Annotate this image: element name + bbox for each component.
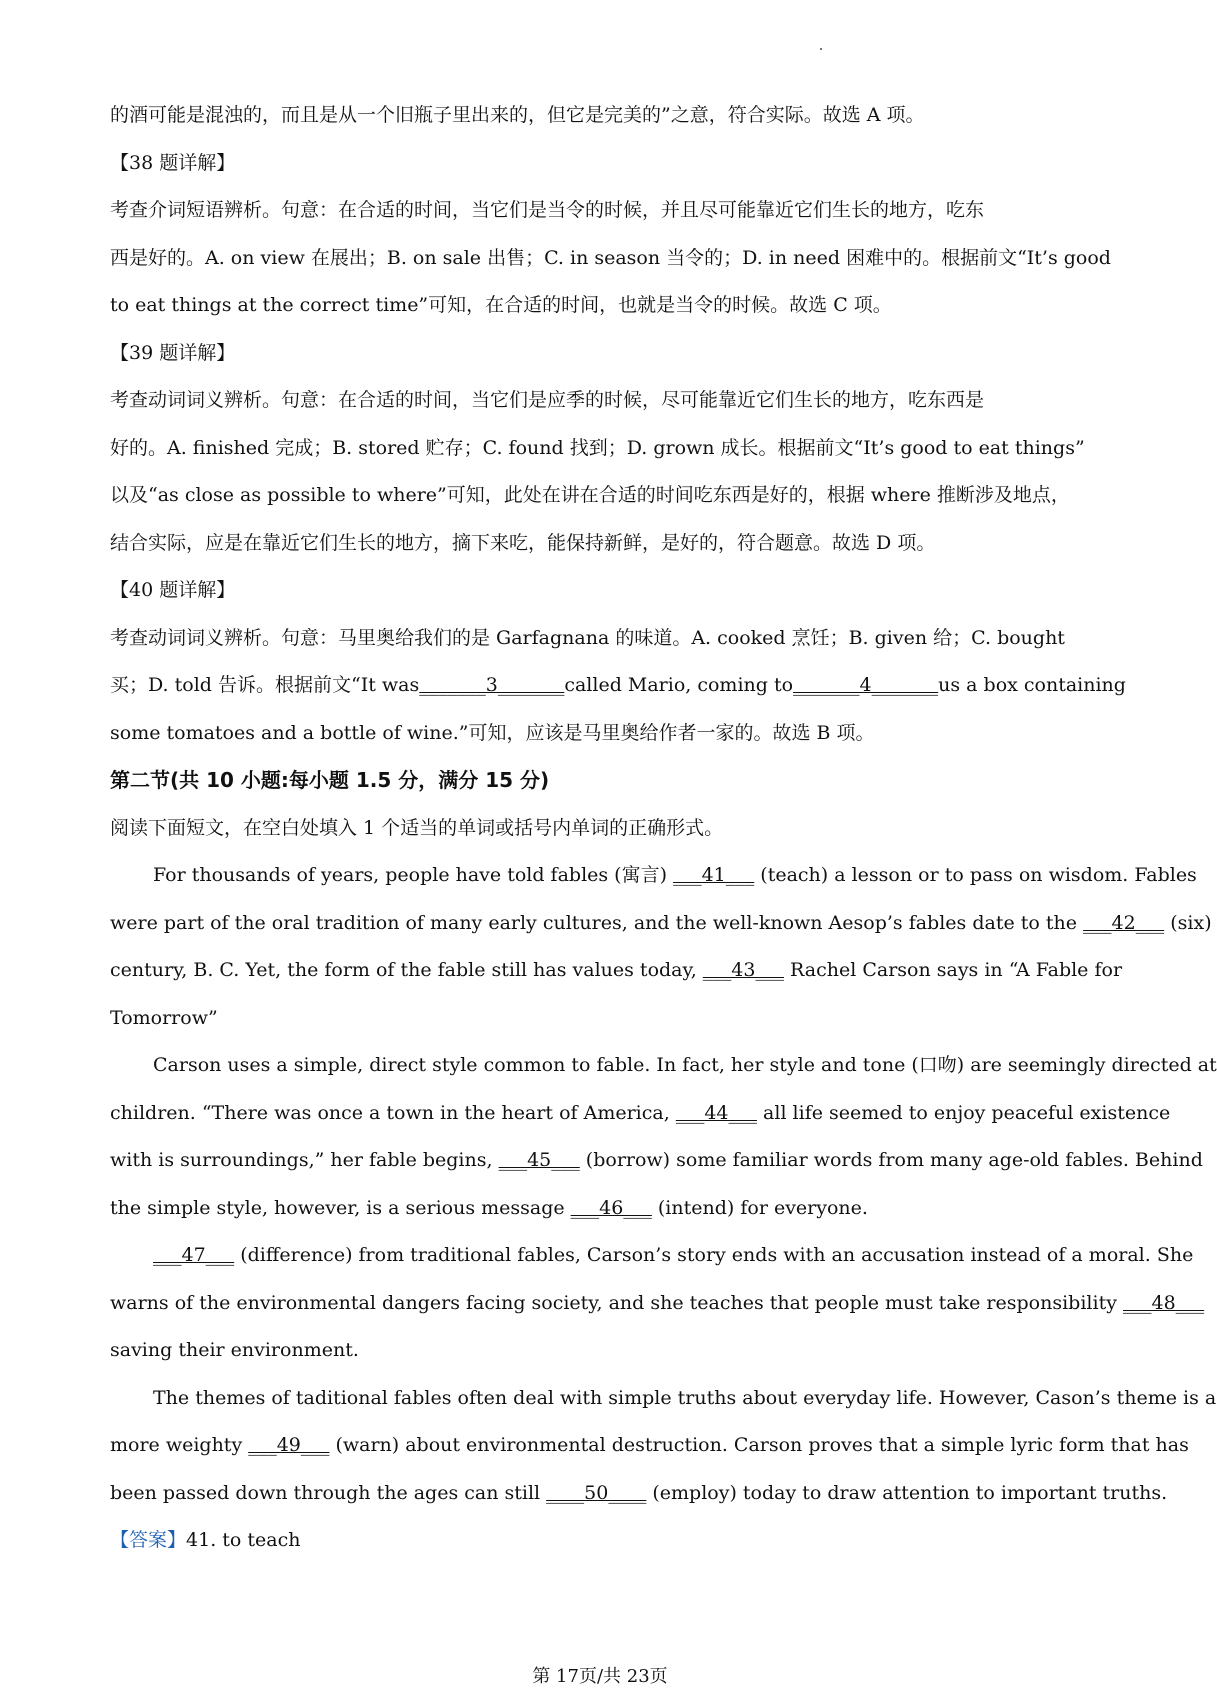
text-line: to eat things at the correct time”可知，在合适的时间，也就是当令的时候。故选 C 项。 xyxy=(110,294,892,316)
page-footer: 第 17页/共 23页 xyxy=(532,1666,668,1687)
blank-42: ___42___ xyxy=(1083,911,1165,934)
text-line: 好的。A. finished 完成；B. stored 贮存；C. found 找到；D. grown 成长。根据前文“It’s good to eat things” xyxy=(110,436,1085,459)
blank-45: ___45___ xyxy=(498,1149,580,1171)
text-line: 以及“as close as possible to where”可知，此处在讲在合适的时间吃东西是好的，根据 where 推断涉及地点， xyxy=(110,484,1070,506)
passage-line: ___47___ (difference) from traditional fables, Carson’s story ends with an accusation instead of a moral. She xyxy=(153,1244,1194,1266)
question-40-heading: 【40 题详解】 xyxy=(110,579,236,601)
text-line: 考查动词词义辨析。句意：在合适的时间，当它们是应季的时候，尽可能靠近它们生长的地方，吃东西是 xyxy=(110,389,985,411)
text-line: 考查动词词义辨析。句意：马里奥给我们的是 Garfagnana 的味道。A. cooked 烹饪；B. given 给；C. bought xyxy=(110,626,1065,649)
blank-50: ____50____ xyxy=(546,1481,647,1504)
blank-46: ___46___ xyxy=(570,1196,652,1219)
passage-line: children. “There was once a town in the heart of America, ___44___ all life seemed to enjoy peaceful existence xyxy=(110,1101,1171,1124)
passage-line: warns of the environmental dangers facing society, and she teaches that people must take responsibility ___48___ xyxy=(110,1291,1205,1314)
blank-44: ___44___ xyxy=(675,1101,757,1124)
scan-dot xyxy=(820,48,822,50)
section-title: 第二节(共 10 小题:每小题 1.5 分，满分 15 分) xyxy=(110,768,550,792)
document-page xyxy=(110,92,1217,1565)
text-line: some tomatoes and a bottle of wine.”可知，应该是马里奥给作者一家的。故选 B 项。 xyxy=(110,721,875,744)
passage-line: were part of the oral tradition of many early cultures, and the well-known Aesop’s fables date to the ___42___ (six) xyxy=(110,911,1212,934)
passage-line: saving their environment. xyxy=(110,1339,359,1361)
blank-41: ___41___ xyxy=(673,864,755,886)
blank-48: ___48___ xyxy=(1122,1291,1205,1314)
answer-line xyxy=(110,1517,1100,1565)
passage-line: For thousands of years, people have told fables (寓言) ___41___ (teach) a lesson or to pass on wisdom. Fables xyxy=(153,864,1197,886)
text-line: 西是好的。A. on view 在展出；B. on sale 出售；C. in season 当令的；D. in need 困难中的。根据前文“It’s good xyxy=(110,246,1111,269)
text-line: 结合实际，应是在靠近它们生长的地方，摘下来吃，能保持新鲜，是好的，符合题意。故选 D 项。 xyxy=(110,531,936,554)
blank-3: _______3_______ xyxy=(419,674,565,696)
question-38-heading: 【38 题详解】 xyxy=(110,151,236,174)
passage-line: more weighty ___49___ (warn) about environmental destruction. Carson proves that a simple lyric form that has xyxy=(110,1434,1189,1456)
text-line: 买；D. told 告诉。根据前文“It was_______3_______called Mario, coming to_______4_______us a box containing xyxy=(110,674,1126,696)
instruction: 阅读下面短文，在空白处填入 1 个适当的单词或括号内单词的正确形式。 xyxy=(110,816,724,839)
passage-line: century, B. C. Yet, the form of the fable still has values today, ___43___ Rachel Carson says in “A Fable for xyxy=(110,959,1123,981)
blank-47: ___47___ xyxy=(153,1244,235,1266)
passage-line: with is surroundings,” her fable begins, ___45___ (borrow) some familiar words from many age-old fables. Behind xyxy=(110,1149,1203,1171)
text-line: 考查介词短语辨析。句意：在合适的时间，当它们是当令的时候，并且尽可能靠近它们生长的地方，吃东 xyxy=(110,199,985,221)
text-line: 的酒可能是混浊的，而且是从一个旧瓶子里出来的，但它是完美的”之意，符合实际。故选 A 项。 xyxy=(110,104,925,126)
question-39-heading: 【39 题详解】 xyxy=(110,341,236,364)
passage-line: Tomorrow” xyxy=(110,1006,218,1029)
passage-line: The themes of taditional fables often deal with simple truths about everyday life. However, Cason’s theme is a xyxy=(153,1386,1217,1409)
passage-line: been passed down through the ages can still ____50____ (employ) today to draw attention to important truths. xyxy=(110,1481,1168,1504)
passage-line: Carson uses a simple, direct style common to fable. In fact, her style and tone (口吻) are seemingly directed at xyxy=(153,1054,1217,1076)
blank-4: _______4_______ xyxy=(793,674,939,696)
blank-49: ___49___ xyxy=(248,1434,330,1456)
passage-line: the simple style, however, is a serious message ___46___ (intend) for everyone. xyxy=(110,1196,868,1219)
answer-tag: 【答案】 xyxy=(110,1529,187,1551)
answer-text: 41. to teach xyxy=(186,1529,301,1551)
blank-43: ___43___ xyxy=(702,959,784,981)
